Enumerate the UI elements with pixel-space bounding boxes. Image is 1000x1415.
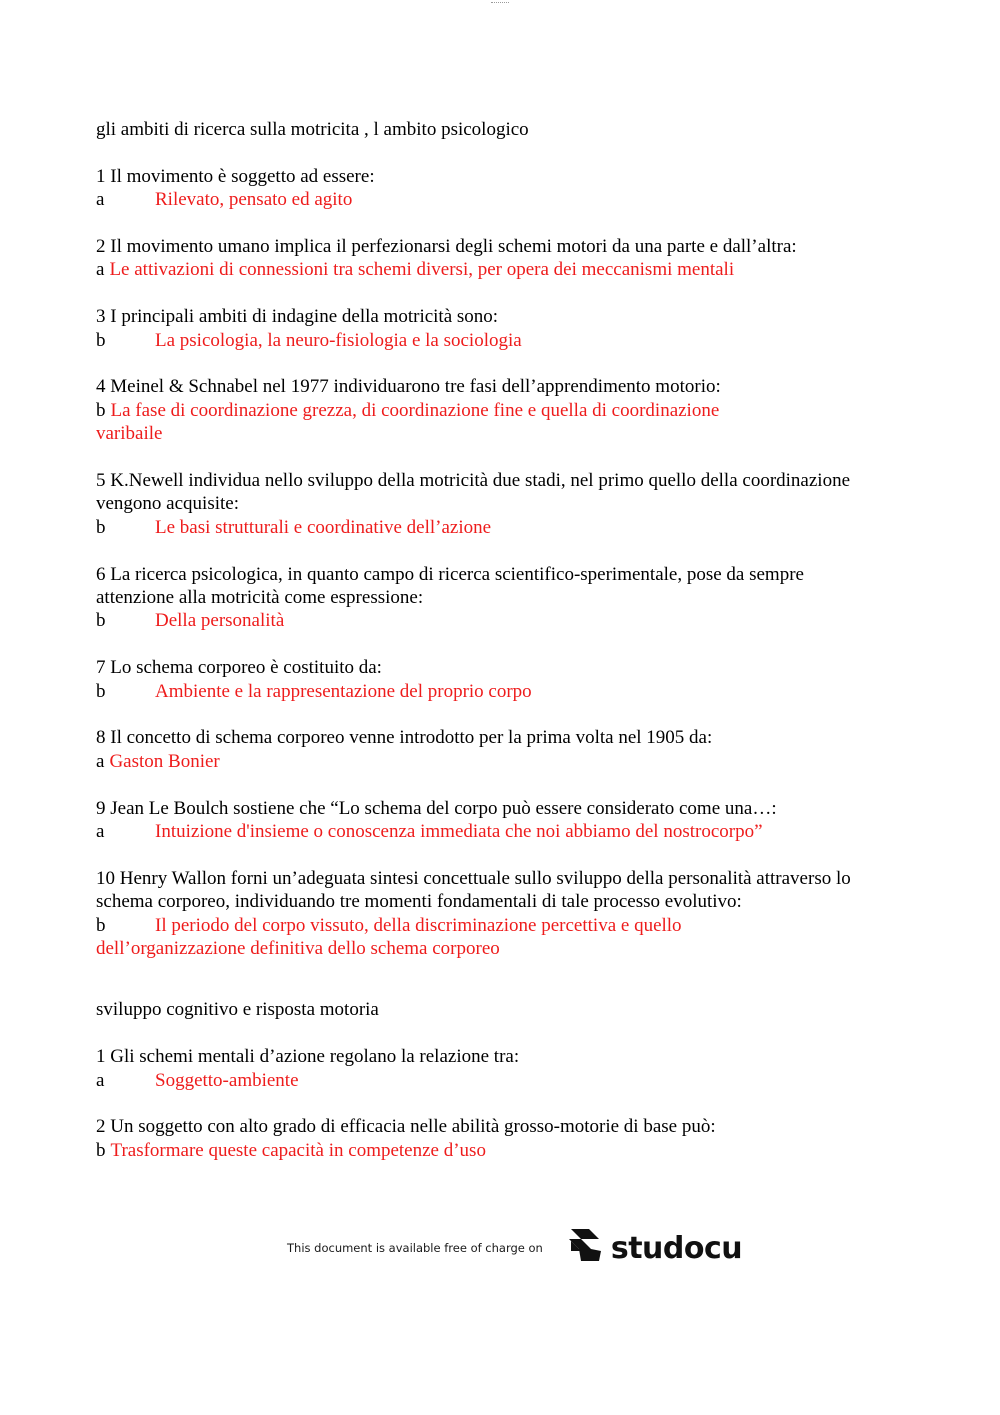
question-text: 2 Un soggetto con alto grado di efficacia nelle abilità grosso-motorie di base può: (96, 1116, 716, 1138)
answer-text: Ambiente e la rappresentazione del proprio corpo (155, 680, 532, 702)
section-title: sviluppo cognitivo e risposta motoria (96, 999, 379, 1021)
answer-text: La fase di coordinazione grezza, di coordinazione fine e quella di coordinazione varibaile (96, 399, 720, 445)
studocu-s-logo-icon (565, 1225, 605, 1271)
document-body (96, 118, 906, 1186)
answer-text: Rilevato, pensato ed agito (155, 189, 353, 211)
question-text: 3 I principali ambiti di indagine della motricità sono: (96, 306, 499, 328)
answer-letter: b (96, 914, 106, 936)
question-text: 2 Il movimento umano implica il perfezionarsi degli schemi motori da una parte e dall’altra: (96, 236, 797, 257)
question-text: 1 Il movimento è soggetto ad essere: (96, 165, 375, 187)
footer-text: This document is available free of charge on (287, 1241, 543, 1255)
answer-line (96, 188, 906, 211)
answer-line (96, 820, 906, 843)
answer-line (96, 1069, 906, 1092)
question-text: 10 Henry Wallon forni un’adeguata sintesi concettuale sullo sviluppo della personalità attraverso lo schema corporeo, individuando tre momenti fondamentali di tale processo evolutivo: (96, 867, 851, 913)
answer-letter: b (96, 399, 106, 421)
studocu-footer (287, 1226, 742, 1270)
question-text: 7 Lo schema corporeo è costituito da: (96, 657, 382, 679)
qa-item-6 (96, 563, 906, 633)
answer-text: Le basi strutturali e coordinative dell’azione (155, 516, 492, 538)
answer-letter: a (96, 259, 105, 281)
question-text: 6 La ricerca psicologica, in quanto campo di ricerca scientifico-sperimentale, pose da sempre attenzione alla motricità come espressione: (96, 563, 804, 609)
answer-line (96, 399, 776, 446)
answer-line (96, 516, 906, 539)
answer-letter: b (96, 1139, 106, 1161)
answer-text: La psicologia, la neuro-fisiologia e la sociologia (155, 329, 522, 351)
qa-item-4 (96, 375, 776, 445)
answer-line (96, 914, 906, 937)
question-text: 9 Jean Le Boulch sostiene che “Lo schema del corpo può essere considerato come una…: (96, 797, 777, 819)
answer-letter: b (96, 610, 106, 632)
answer-text: Trasformare queste capacità in competenze d’uso (110, 1139, 486, 1161)
answer-text-continued: dell’organizzazione definitiva dello schema corporeo (96, 938, 500, 960)
qa-item-10 (96, 867, 906, 961)
answer-letter: b (96, 329, 106, 351)
qa-item-9 (96, 797, 906, 844)
answer-line (96, 329, 906, 352)
answer-text: Intuizione d'insieme o conoscenza immediata che noi abbiamo del nostrocorpo” (155, 821, 763, 843)
qa-item-1 (96, 165, 906, 212)
answer-text: Il periodo del corpo vissuto, della discriminazione percettiva e quello (155, 914, 682, 936)
qa-item-8 (96, 726, 906, 773)
answer-text: Soggetto-ambiente (155, 1069, 299, 1091)
qa-item-5 (96, 469, 906, 539)
section-title: gli ambiti di ricerca sulla motricita , l ambito psicologico (96, 119, 529, 140)
qa-item-11 (96, 1045, 906, 1092)
answer-letter: b (96, 680, 106, 702)
answer-line (96, 750, 906, 773)
qa-item-7 (96, 656, 906, 703)
question-text: 8 Il concetto di schema corporeo venne introdotto per la prima volta nel 1905 da: (96, 727, 713, 749)
qa-item-12 (96, 1115, 906, 1162)
answer-letter: b (96, 516, 106, 538)
studocu-logo-link[interactable] (565, 1225, 742, 1271)
answer-line (96, 1139, 906, 1162)
question-text: 4 Meinel & Schnabel nel 1977 individuarono tre fasi dell’apprendimento motorio: (96, 376, 721, 398)
answer-letter: a (96, 189, 105, 211)
answer-letter: a (96, 821, 105, 843)
answer-letter: a (96, 1069, 105, 1091)
answer-letter: a (96, 750, 105, 772)
answer-text: Della personalità (155, 610, 285, 632)
question-text: 1 Gli schemi mentali d’azione regolano la relazione tra: (96, 1046, 520, 1068)
answer-line (96, 258, 906, 281)
question-text: 5 K.Newell individua nello sviluppo della motricità due stadi, nel primo quello della coordinazione vengono acquisite: (96, 470, 851, 515)
answer-text: Gaston Bonier (109, 750, 220, 772)
answer-line (96, 680, 906, 703)
qa-item-3 (96, 305, 906, 352)
answer-line (96, 609, 906, 632)
studocu-brand-text: studocu (610, 1230, 743, 1266)
top-mark (491, 0, 509, 3)
qa-item-2 (96, 235, 906, 282)
answer-text: Le attivazioni di connessioni tra schemi diversi, per opera dei meccanismi mentali (109, 259, 735, 281)
